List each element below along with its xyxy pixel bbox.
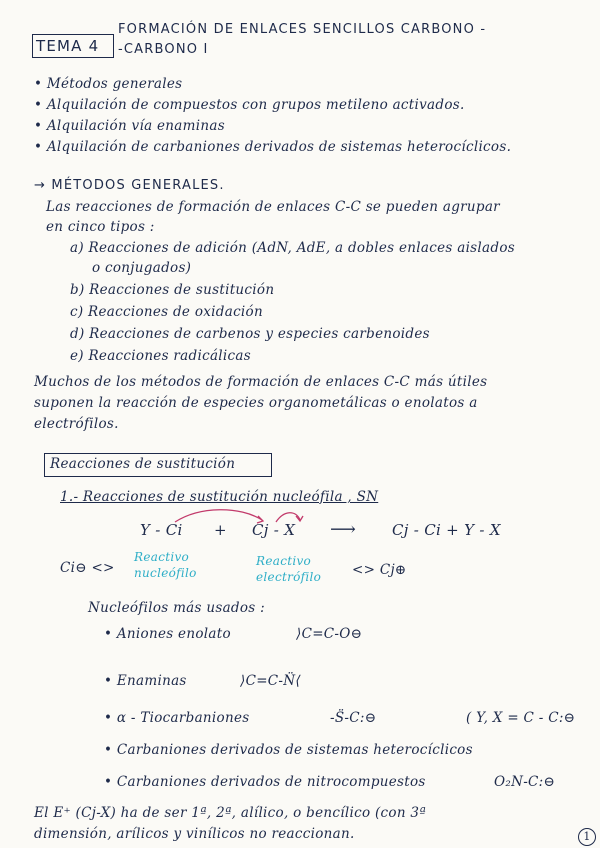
metodos-para-1: Muchos de los métodos de formación de enlaces C-C más útiles <box>34 374 488 390</box>
cj-label: <> Cj⊕ <box>352 562 407 578</box>
nucleofilo-label-2: nucleófilo <box>134 566 197 580</box>
intro-bullet: • Métodos generales <box>34 76 183 92</box>
electrofilo-label-2: electrófilo <box>256 570 322 584</box>
metodo-item: a) Reacciones de adición (AdN, AdE, a dobles enlaces aislados <box>70 240 515 256</box>
nucleofilo-name: • Aniones enolato <box>104 626 231 642</box>
eq-products: Cj - Ci + Y - X <box>392 521 501 539</box>
thiocarb-extra: ( Y, X = C - C:⊖ <box>466 710 576 726</box>
nucleofilo-formula: ⟩C=C-O⊖ <box>296 626 363 642</box>
metodo-item: e) Reacciones radicálicas <box>70 348 251 364</box>
tema-label: TEMA 4 <box>36 37 100 55</box>
metodos-para-3: electrófilos. <box>34 416 119 432</box>
nucleofilo-name: • Carbaniones derivados de sistemas heterocíclicos <box>104 742 473 758</box>
subheading-sn: 1.- Reacciones de sustitución nucleófila , SN <box>60 489 379 505</box>
electrofilo-label-1: Reactivo <box>256 554 312 568</box>
ci-label: Ci⊖ <> <box>60 560 115 576</box>
intro-bullet: • Alquilación vía enaminas <box>34 118 225 134</box>
title-line-2: -CARBONO I <box>118 42 209 57</box>
page-number: 1 <box>578 828 596 846</box>
metodo-item: o conjugados) <box>92 260 192 276</box>
final-line-1: El E⁺ (Cj-X) ha de ser 1ª, 2ª, alílico, o bencílico (con 3ª <box>34 805 427 821</box>
metodo-item: c) Reacciones de oxidación <box>70 304 263 320</box>
arrow-nucleophile-curve <box>175 510 262 522</box>
section-label: Reacciones de sustitución <box>50 456 236 472</box>
title-line-1: FORMACIÓN DE ENLACES SENCILLOS CARBONO - <box>118 22 487 37</box>
final-line-2: dimensión, arílicos y vinílicos no reaccionan. <box>34 826 355 842</box>
nucleofilo-formula: ⟩C=C-N̈⟨ <box>240 673 301 689</box>
nucleofilo-formula: -S̈-C:⊖ <box>330 710 377 726</box>
nucleofilos-heading: Nucleófilos más usados : <box>88 600 265 616</box>
intro-bullet: • Alquilación de compuestos con grupos metileno activados. <box>34 97 465 113</box>
metodos-heading: → MÉTODOS GENERALES. <box>34 178 225 193</box>
eq-reactant-1: Y - Ci <box>140 521 183 539</box>
metodo-item: d) Reacciones de carbenos y especies carbenoides <box>70 326 430 342</box>
nucleofilo-name: • Carbaniones derivados de nitrocompuestos <box>104 774 426 790</box>
intro-bullet: • Alquilación de carbaniones derivados de sistemas heterocíclicos. <box>34 139 512 155</box>
eq-reactant-2: Cj - X <box>252 521 296 539</box>
nucleofilo-name: • Enaminas <box>104 673 187 689</box>
metodos-intro-2: en cinco tipos : <box>46 219 155 235</box>
metodos-intro-1: Las reacciones de formación de enlaces C-C se pueden agrupar <box>46 199 500 215</box>
eq-arrow: ⟶ <box>330 519 357 540</box>
eq-plus: + <box>214 521 227 539</box>
metodo-item: b) Reacciones de sustitución <box>70 282 275 298</box>
metodos-para-2: suponen la reacción de especies organometálicas o enolatos a <box>34 395 478 411</box>
nucleofilo-name: • α - Tiocarbaniones <box>104 710 250 726</box>
nucleofilo-formula: O₂N-C:⊖ <box>494 774 556 790</box>
nucleofilo-label-1: Reactivo <box>134 550 190 564</box>
